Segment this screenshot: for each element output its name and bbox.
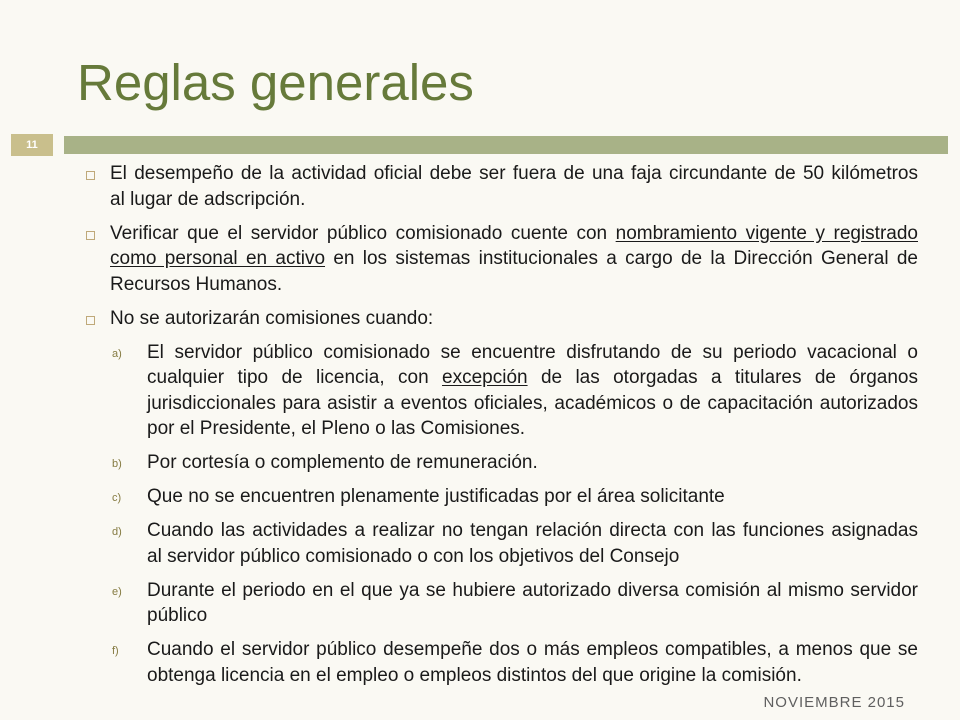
condition-text-line: por el Presidente, el Pleno o las Comisiones. [147, 418, 526, 439]
footer-date: NOVIEMBRE 2015 [763, 694, 905, 711]
rule-text-line [110, 246, 918, 272]
condition-text-line [147, 365, 918, 391]
condition-text-line: Que no se encuentren plenamente justificadas por el área solicitante [147, 486, 725, 507]
condition-text-line: El servidor público comisionado se encuentre disfrutando de su periodo vacacional o [147, 341, 918, 363]
rule-text-line: El desempeño de la actividad oficial debe ser fuera de una faja circundante de 50 kilómetros [110, 163, 918, 184]
condition-text-line: público [147, 605, 208, 626]
rule-item [110, 161, 918, 212]
rule-item [110, 306, 918, 332]
condition-item [112, 340, 918, 442]
rule-item [110, 221, 918, 298]
rule-text-line [110, 221, 918, 247]
condition-label: d) [112, 526, 122, 538]
condition-text-line: obtenga licencia en el empleo o empleos distintos del que origine la comisión. [147, 664, 802, 686]
rule-text: en los sistemas institucionales a cargo de la Dirección General de [325, 248, 918, 269]
header-divider-bar [64, 136, 948, 154]
condition-text-line: Cuando el servidor público desempeñe dos o más empleos compatibles, a menos que se [147, 639, 918, 660]
condition-item [112, 484, 918, 510]
hollow-square-bullet-icon [86, 171, 95, 180]
rules-list [0, 161, 960, 688]
slide-number: 11 [26, 139, 38, 151]
condition-label: a) [112, 347, 122, 360]
rule-text-line: Recursos Humanos. [110, 273, 283, 295]
condition-text-line: al servidor público comisionado o con los objetivos del Consejo [147, 545, 680, 567]
condition-text: cualquier tipo de licencia, con [147, 367, 443, 388]
slide-number-badge [11, 134, 53, 156]
condition-item [112, 637, 918, 688]
rule-text-line: al lugar de adscripción. [110, 188, 306, 210]
condition-item [112, 450, 918, 476]
condition-label: b) [112, 458, 122, 470]
condition-item [112, 578, 918, 629]
condition-text: de las otorgadas a titulares de órganos [527, 367, 918, 388]
slide-title: Reglas generales [77, 54, 474, 111]
condition-label: e) [112, 585, 122, 598]
condition-label: c) [112, 492, 122, 504]
condition-label: f) [112, 645, 119, 657]
condition-item [112, 518, 918, 569]
rule-text-line: No se autorizarán comisiones cuando: [110, 307, 434, 329]
condition-text-line: Cuando las actividades a realizar no tengan relación directa con las funciones asignadas [147, 520, 918, 541]
condition-text-line: Durante el periodo en el que ya se hubiere autorizado diversa comisión al mismo servidor [147, 579, 918, 601]
underlined-text: como personal en activo [110, 248, 326, 269]
condition-text-line: jurisdiccionales para asistir a eventos oficiales, académicos o de capacitación autorizados [147, 392, 918, 414]
hollow-square-bullet-icon [86, 316, 95, 325]
hollow-square-bullet-icon [86, 231, 95, 240]
underlined-text: nombramiento vigente y registrado [615, 222, 918, 244]
condition-text-line: Por cortesía o complemento de remuneración. [147, 452, 538, 473]
rule-text: Verificar que el servidor público comisionado cuente con [110, 222, 616, 244]
underlined-text: excepción [442, 367, 528, 388]
